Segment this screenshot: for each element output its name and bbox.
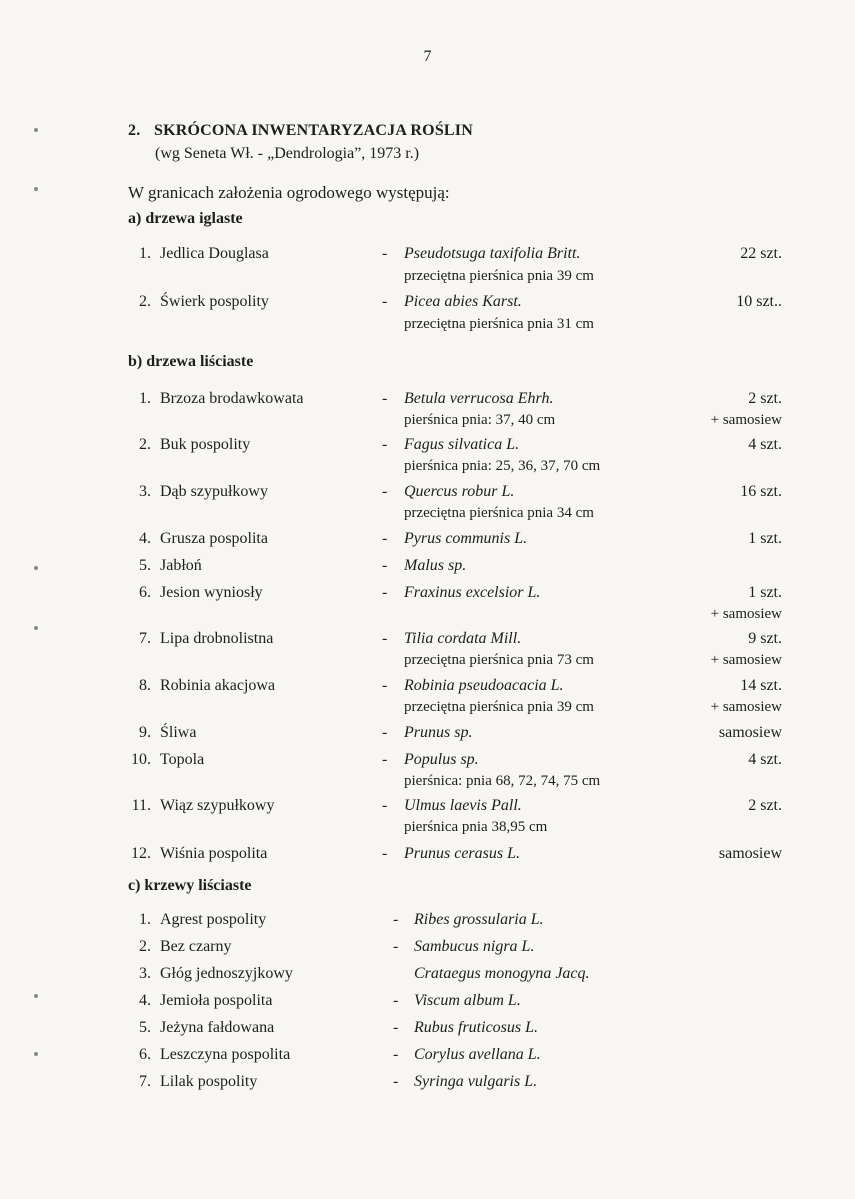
plant-row-detail [0,819,855,841]
plant-row [0,483,855,507]
latin-name: Fagus silvatica L. [404,436,520,453]
section-label: c) krzewy liściaste [128,877,252,894]
common-name: Wiśnia pospolita [160,845,268,862]
plant-row-detail [0,316,855,338]
scan-mark [34,128,38,132]
row-number: 7. [139,1073,151,1090]
latin-name: Pyrus communis L. [404,530,528,547]
quantity: 1 szt. [748,584,782,601]
quantity: 9 szt. [748,630,782,647]
row-dash: - [382,245,388,262]
row-dash: - [393,1046,399,1063]
row-number: 12. [131,845,151,862]
latin-name: Robinia pseudoacacia L. [404,677,564,694]
common-name: Jeżyna fałdowana [160,1019,275,1036]
quantity-extra: + samosiew [710,412,782,428]
page-number: 7 [423,48,432,65]
row-dash: - [382,724,388,741]
plant-row-detail [0,412,855,434]
row-dash: - [382,530,388,547]
heading-title: SKRÓCONA INWENTARYZACJA ROŚLIN [154,122,473,139]
row-number: 2. [139,938,151,955]
quantity: 2 szt. [748,390,782,407]
trunk-note: przeciętna pierśnica pnia 31 cm [404,316,594,332]
plant-row [0,938,855,962]
quantity-extra: + samosiew [710,699,782,715]
latin-name: Syringa vulgaris L. [414,1073,538,1090]
latin-name: Prunus sp. [404,724,473,741]
row-number: 4. [139,992,151,1009]
section-heading [128,122,473,140]
row-dash: - [382,845,388,862]
row-dash: - [382,557,388,574]
row-dash: - [393,992,399,1009]
row-number: 8. [139,677,151,694]
latin-name: Ribes grossularia L. [414,911,544,928]
plant-row [0,724,855,748]
row-number: 9. [139,724,151,741]
common-name: Robinia akacjowa [160,677,276,694]
row-number: 1. [139,911,151,928]
plant-row [0,293,855,317]
plant-row [0,751,855,775]
row-number: 3. [139,483,151,500]
common-name: Grusza pospolita [160,530,268,547]
quantity: 4 szt. [748,751,782,768]
plant-row-detail [0,699,855,721]
plant-row-detail [0,773,855,795]
row-dash: - [393,911,399,928]
latin-name: Corylus avellana L. [414,1046,541,1063]
common-name: Wiąz szypułkowy [160,797,275,814]
latin-name: Prunus cerasus L. [404,845,521,862]
trunk-note: pierśnica: pnia 68, 72, 74, 75 cm [404,773,601,789]
trunk-note: pierśnica pnia: 37, 40 cm [404,412,556,428]
plant-row [0,436,855,460]
plant-row-detail [0,652,855,674]
latin-name: Ulmus laevis Pall. [404,797,522,814]
plant-row-detail [0,268,855,290]
section-label: b) drzewa liściaste [128,353,254,370]
plant-row [0,965,855,989]
plant-row [0,1073,855,1097]
common-name: Topola [160,751,205,768]
common-name: Dąb szypułkowy [160,483,268,500]
trunk-note: przeciętna pierśnica pnia 39 cm [404,268,594,284]
plant-row [0,845,855,869]
row-number: 4. [139,530,151,547]
common-name: Jesion wyniosły [160,584,263,601]
intro-text: W granicach założenia ogrodowego występują: [128,183,450,202]
row-number: 7. [139,630,151,647]
plant-row [0,677,855,701]
quantity: 2 szt. [748,797,782,814]
row-number: 5. [139,557,151,574]
row-dash: - [382,390,388,407]
plant-row [0,992,855,1016]
common-name: Świerk pospolity [160,293,269,310]
row-dash: - [393,1073,399,1090]
latin-name: Rubus fruticosus L. [414,1019,539,1036]
row-dash: - [382,797,388,814]
latin-name: Populus sp. [404,751,479,768]
quantity-extra: + samosiew [710,606,782,622]
row-number: 3. [139,965,151,982]
row-dash: - [382,436,388,453]
trunk-note: przeciętna pierśnica pnia 34 cm [404,505,594,521]
plant-row-detail [0,505,855,527]
plant-row-detail [0,606,855,628]
plant-row [0,390,855,414]
plant-row [0,1019,855,1043]
common-name: Bez czarny [160,938,232,955]
heading-number: 2. [128,122,141,139]
row-number: 6. [139,584,151,601]
latin-name: Betula verrucosa Ehrh. [404,390,554,407]
row-number: 2. [139,293,151,310]
common-name: Śliwa [160,724,197,741]
row-number: 1. [139,245,151,262]
plant-row [0,630,855,654]
plant-row-detail [0,458,855,480]
quantity: 4 szt. [748,436,782,453]
latin-name: Viscum album L. [414,992,521,1009]
plant-row [0,584,855,608]
common-name: Buk pospolity [160,436,251,453]
row-dash: - [382,293,388,310]
common-name: Leszczyna pospolita [160,1046,291,1063]
row-dash: - [382,751,388,768]
row-number: 6. [139,1046,151,1063]
plant-row [0,797,855,821]
trunk-note: pierśnica pnia 38,95 cm [404,819,548,835]
quantity: 10 szt.. [736,293,782,310]
quantity: 16 szt. [740,483,782,500]
latin-name: Sambucus nigra L. [414,938,535,955]
quantity: 22 szt. [740,245,782,262]
quantity: samosiew [718,724,782,741]
latin-name: Malus sp. [404,557,467,574]
common-name: Agrest pospolity [160,911,267,928]
quantity-extra: + samosiew [710,652,782,668]
common-name: Głóg jednoszyjkowy [160,965,293,982]
common-name: Jedlica Douglasa [160,245,269,262]
plant-row [0,557,855,581]
heading-source: (wg Seneta Wł. - „Dendrologia”, 1973 r.) [155,145,420,162]
row-dash: - [382,677,388,694]
scan-mark [34,187,38,191]
row-dash: - [393,938,399,955]
quantity: 14 szt. [740,677,782,694]
trunk-note: przeciętna pierśnica pnia 39 cm [404,699,594,715]
plant-row [0,1046,855,1070]
quantity: samosiew [718,845,782,862]
plant-row [0,530,855,554]
common-name: Jemioła pospolita [160,992,273,1009]
section-label: a) drzewa iglaste [128,210,243,227]
row-number: 1. [139,390,151,407]
row-number: 10. [131,751,151,768]
common-name: Brzoza brodawkowata [160,390,304,407]
common-name: Lipa drobnolistna [160,630,274,647]
latin-name: Fraxinus excelsior L. [404,584,541,601]
row-number: 11. [131,797,151,814]
trunk-note: przeciętna pierśnica pnia 73 cm [404,652,594,668]
row-dash: - [382,630,388,647]
latin-name: Picea abies Karst. [404,293,522,310]
quantity: 1 szt. [748,530,782,547]
trunk-note: pierśnica pnia: 25, 36, 37, 70 cm [404,458,601,474]
common-name: Jabłoń [160,557,202,574]
plant-row [0,911,855,935]
latin-name: Tilia cordata Mill. [404,630,522,647]
latin-name: Quercus robur L. [404,483,515,500]
latin-name: Pseudotsuga taxifolia Britt. [404,245,581,262]
row-number: 5. [139,1019,151,1036]
row-dash: - [382,483,388,500]
common-name: Lilak pospolity [160,1073,258,1090]
row-dash: - [393,1019,399,1036]
row-dash: - [382,584,388,601]
latin-name: Crataegus monogyna Jacq. [414,965,590,982]
row-number: 2. [139,436,151,453]
plant-row [0,245,855,269]
